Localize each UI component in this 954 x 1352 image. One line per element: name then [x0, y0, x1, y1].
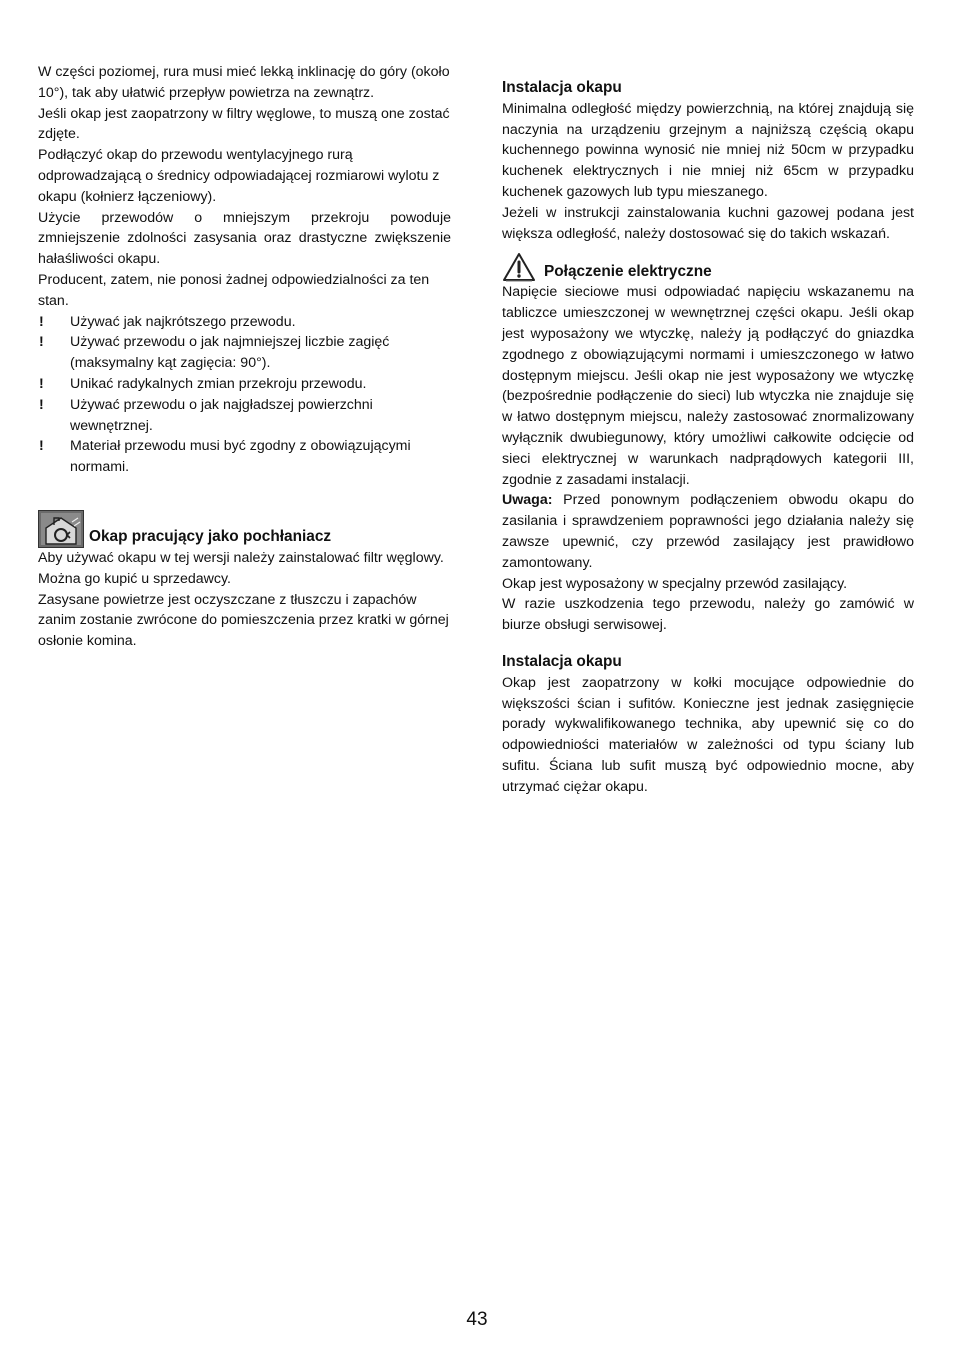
recirculation-paragraph-1: Aby używać okapu w tej wersji należy zainstalować filtr węglowy. — [38, 549, 444, 566]
list-item — [38, 436, 451, 478]
installation-title: Instalacja okapu — [502, 79, 622, 96]
intro-paragraph-5: Producent, zatem, nie ponosi żadnej odpowiedzialności za ten stan. — [38, 271, 430, 309]
list-item-text: Używać przewodu o jak najmniejszej liczbie zagięć (maksymalny kąt zagięcia: 90°). — [70, 334, 390, 372]
intro-paragraph-3: Podłączyć okap do przewodu wentylacyjnego rurą odprowadzającą o średnicy odpowiadającej rozmiarowi wylotu z okapu (kołnierz łączeniowy). — [38, 147, 440, 205]
recirculation-title: Okap pracujący jako pochłaniacz — [89, 528, 332, 546]
electrical-paragraph-1: Napięcie sieciowe musi odpowiadać napięciu wskazanemu na tabliczce umieszczonej w wewnętrznej części okapu. Jeśli okap jest wyposażony we wtyczkę, należy ją podłączyć do gniazdka zgodnego z obowiązującymi normami i umieszczonego w łatwo dostępnym miejscu. Jeśli okap nie jest wyposażony we wtyczkę (bezpośrednie podłączenie do sieci) lub wtyczka nie znajduje się w łatwo dostępnym miejscu, należy zastosować znormalizowany wyłącznik dwubiegunowy, który umożliwi całkowite odcięcie od sieci elektrycznej w warunkach nadprądowych kategorii III, zgodnie z zasadami instalacji. — [502, 284, 914, 488]
recirculation-paragraph-2: Można go kupić u sprzedawcy. — [38, 570, 231, 587]
electrical-heading — [502, 252, 914, 282]
electrical-paragraph-3: Okap jest wyposażony w specjalny przewód zasilający. — [502, 575, 848, 592]
note-label: Uwaga: — [502, 492, 553, 509]
left-column — [38, 62, 451, 652]
installation-paragraph-1: Minimalna odległość między powierzchnią, na której znajdują się naczynia na urządzeniu grzejnym a najniższą częścią okapu kuchennego powinna wynosić nie mniej niż 50cm w przypadku kuchenek elektrycznych i nie mniej niż 65cm w przypadku kuchenek gazowych lub typu mieszanego. — [502, 100, 914, 200]
exclamation-mark: ! — [39, 438, 44, 455]
right-column — [502, 62, 914, 798]
note-text: Przed ponownym podłączeniem obwodu okapu do zasilania i sprawdzeniem poprawności jego działania należy się zawsze upewnić, czy przewód zasilający jest prawidłowo zamontowany. — [502, 492, 914, 571]
list-item-text: Używać jak najkrótszego przewodu. — [70, 313, 296, 330]
installation-title-2: Instalacja okapu — [502, 652, 622, 670]
installation-paragraph-2: Jeżeli w instrukcji zainstalowania kuchni gazowej podana jest większa odległość, należy dostosować się do takich wskazań. — [502, 204, 914, 242]
recirculation-heading — [38, 510, 451, 548]
electrical-paragraph-4: W razie uszkodzenia tego przewodu, należy go zamówić w biurze obsługi serwisowej. — [502, 596, 914, 634]
list-item-text: Używać przewodu o jak najgładszej powierzchni wewnętrznej. — [70, 396, 373, 434]
intro-paragraph-2: Jeśli okap jest zaopatrzony w filtry węglowe, to muszą one zostać zdjęte. — [38, 105, 450, 143]
exclamation-mark: ! — [39, 334, 44, 351]
exclamation-mark: ! — [39, 396, 44, 413]
electrical-note — [502, 490, 914, 573]
page-number: 43 — [466, 1309, 488, 1330]
list-item — [38, 312, 451, 333]
recirculation-paragraph-3: Zasysane powietrze jest oczyszczane z tłuszczu i zapachów zanim zostanie zwrócone do pomieszczenia przez kratki w górnej osłonie komina. — [38, 591, 449, 650]
intro-paragraph-1: W części poziomej, rura musi mieć lekką inklinację do góry (około 10°), tak aby ułatwić przepływ powietrza na zewnątrz. — [38, 64, 450, 101]
warning-triangle-icon — [502, 252, 536, 282]
exclamation-mark: ! — [39, 313, 44, 330]
list-item-text: Unikać radykalnych zmian przekroju przewodu. — [70, 375, 367, 392]
list-item-text: Materiał przewodu musi być zgodny z obowiązującymi normami. — [70, 438, 411, 476]
recirculation-hood-icon — [38, 510, 84, 548]
duct-rules-list — [38, 312, 451, 478]
installation-2-paragraph: Okap jest zaopatrzony w kołki mocujące odpowiednie do większości ścian i sufitów. Konieczne jest jednak zasięgnięcie porady wykwalifikowanego technika, aby upewnić się co do odpowiedniości materiałów w zależności od typu ściany lub sufitu. Ściana lub sufit muszą być odpowiednio mocne, aby utrzymać ciężar okapu. — [502, 674, 914, 795]
list-item — [38, 374, 451, 395]
electrical-title: Połączenie elektryczne — [544, 262, 712, 280]
list-item — [38, 395, 451, 437]
exclamation-mark: ! — [39, 375, 44, 392]
list-item — [38, 332, 451, 374]
intro-paragraph-4: Użycie przewodów o mniejszym przekroju powoduje zmniejszenie zdolności zasysania oraz drastyczne zwiększenie hałaśliwości okapu. — [38, 209, 451, 268]
